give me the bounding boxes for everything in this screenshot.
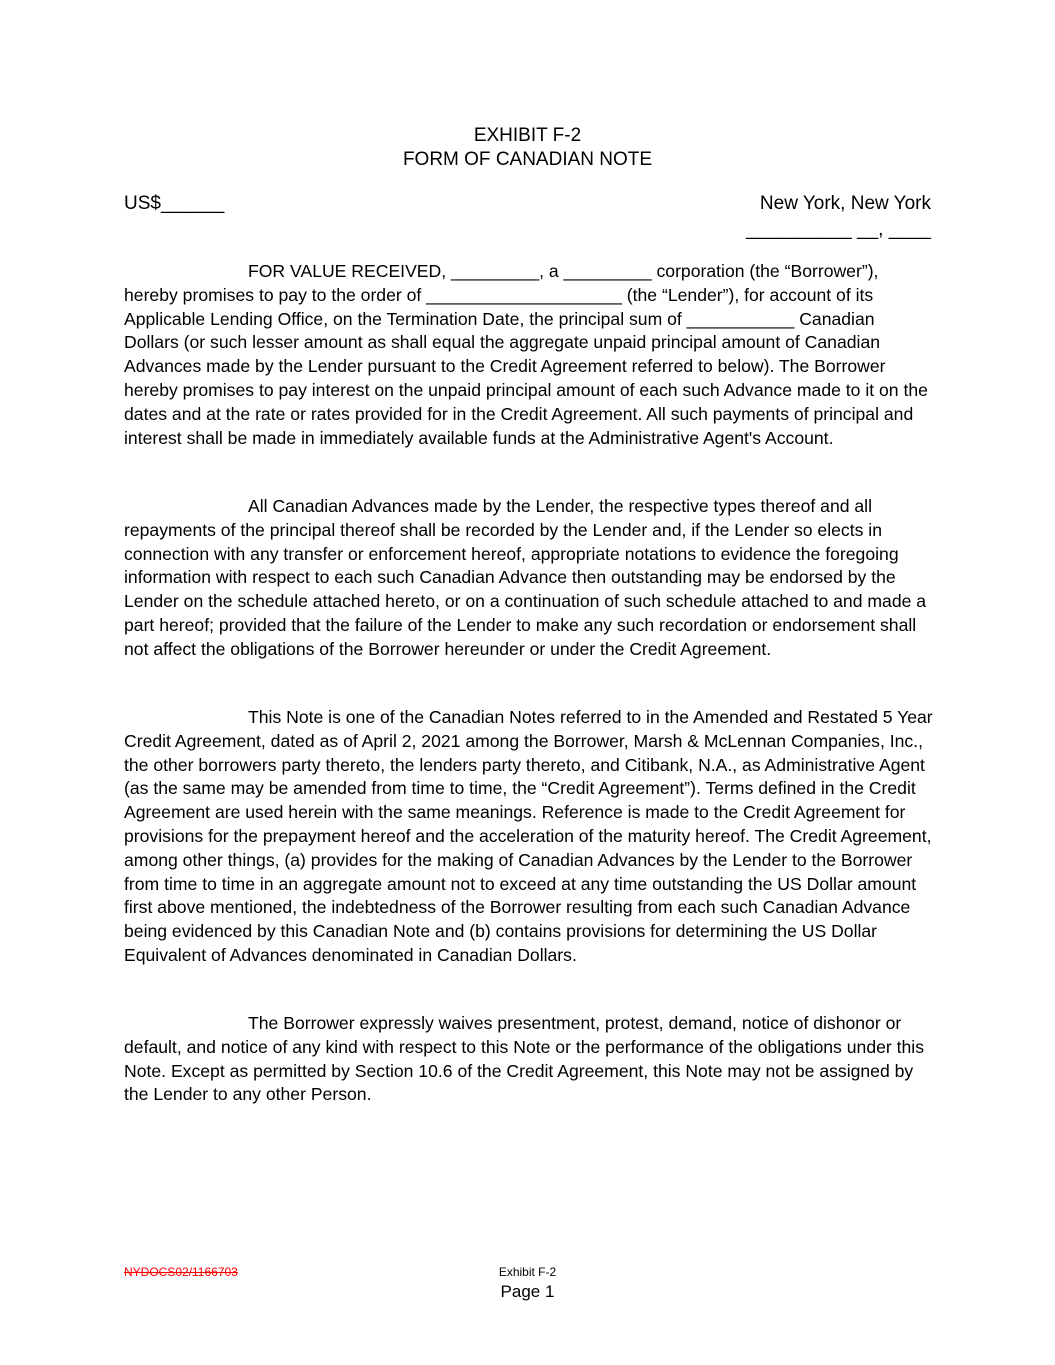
paragraph-advances-recorded: [124, 495, 934, 662]
exhibit-heading: EXHIBIT F-2: [473, 125, 582, 146]
paragraph-waiver: [124, 1012, 934, 1107]
footer-page-number: Page 1: [500, 1282, 555, 1301]
paragraph-text: FOR VALUE RECEIVED, _________, a _________ corporation (the “Borrower”), hereby promises to pay to the order of ____________________ (the “Lender”), for account of its Applicable Lending Office, on the Termination Date, the principal sum of ___________ Canadian Dollars (or such lesser amount as shall equal the aggregate unpaid principal amount of Canadian Advances made by the Lender pursuant to the Credit Agreement referred to below). The Borrower hereby promises to pay interest on the unpaid principal amount of each such Advance made to it on the dates and at the rate or rates provided for in the Credit Agreement. All such payments of principal and interest shall be made in immediately available funds at the Administrative Agent's Account.: [124, 261, 928, 448]
form-title: FORM OF CANADIAN NOTE: [402, 149, 653, 170]
note-date: __________ __, ____: [746, 219, 931, 240]
paragraph-value-received: [124, 260, 934, 450]
note-place: New York, New York: [759, 193, 931, 214]
footer-exhibit-label: Exhibit F-2: [498, 1265, 557, 1279]
footer-doc-id: NYDOCS02/1166703: [124, 1265, 238, 1279]
paragraph-credit-agreement: [124, 706, 934, 968]
paragraph-text: This Note is one of the Canadian Notes referred to in the Amended and Restated 5 Year Credit Agreement, dated as of April 2, 2021 among the Borrower, Marsh & McLennan Companies, Inc., the other borrowers party thereto, the lenders party thereto, and Citibank, N.A., as Administrative Agent (as the same may be amended from time to time, the “Credit Agreement”). Terms defined in the Credit Agreement are used herein with the same meanings. Reference is made to the Credit Agreement for provisions for the prepayment hereof and the acceleration of the maturity hereof. The Credit Agreement, among other things, (a) provides for the making of Canadian Advances by the Lender to the Borrower from time to time in an aggregate amount not to exceed at any time outstanding the US Dollar amount first above mentioned, the indebtedness of the Borrower resulting from each such Canadian Advance being evidenced by this Canadian Note and (b) contains provisions for determining the US Dollar Equivalent of Advances denominated in Canadian Dollars.: [124, 707, 933, 965]
paragraph-text: The Borrower expressly waives presentment, protest, demand, notice of dishonor or default, and notice of any kind with respect to this Note or the performance of the obligations under this Note. Except as permitted by Section 10.6 of the Credit Agreement, this Note may not be assigned by the Lender to any other Person.: [124, 1013, 925, 1105]
paragraph-text: All Canadian Advances made by the Lender, the respective types thereof and all repayments of the principal thereof shall be recorded by the Lender and, if the Lender so elects in connection with any transfer or enforcement hereof, appropriate notations to evidence the foregoing information with respect to each such Canadian Advance then outstanding may be endorsed by the Lender on the schedule attached hereto, or on a continuation of such schedule attached to and made a part hereof; provided that the failure of the Lender to make any such recordation or endorsement shall not affect the obligations of the Borrower hereunder or under the Credit Agreement.: [124, 496, 927, 659]
note-amount: US$______: [124, 193, 225, 214]
